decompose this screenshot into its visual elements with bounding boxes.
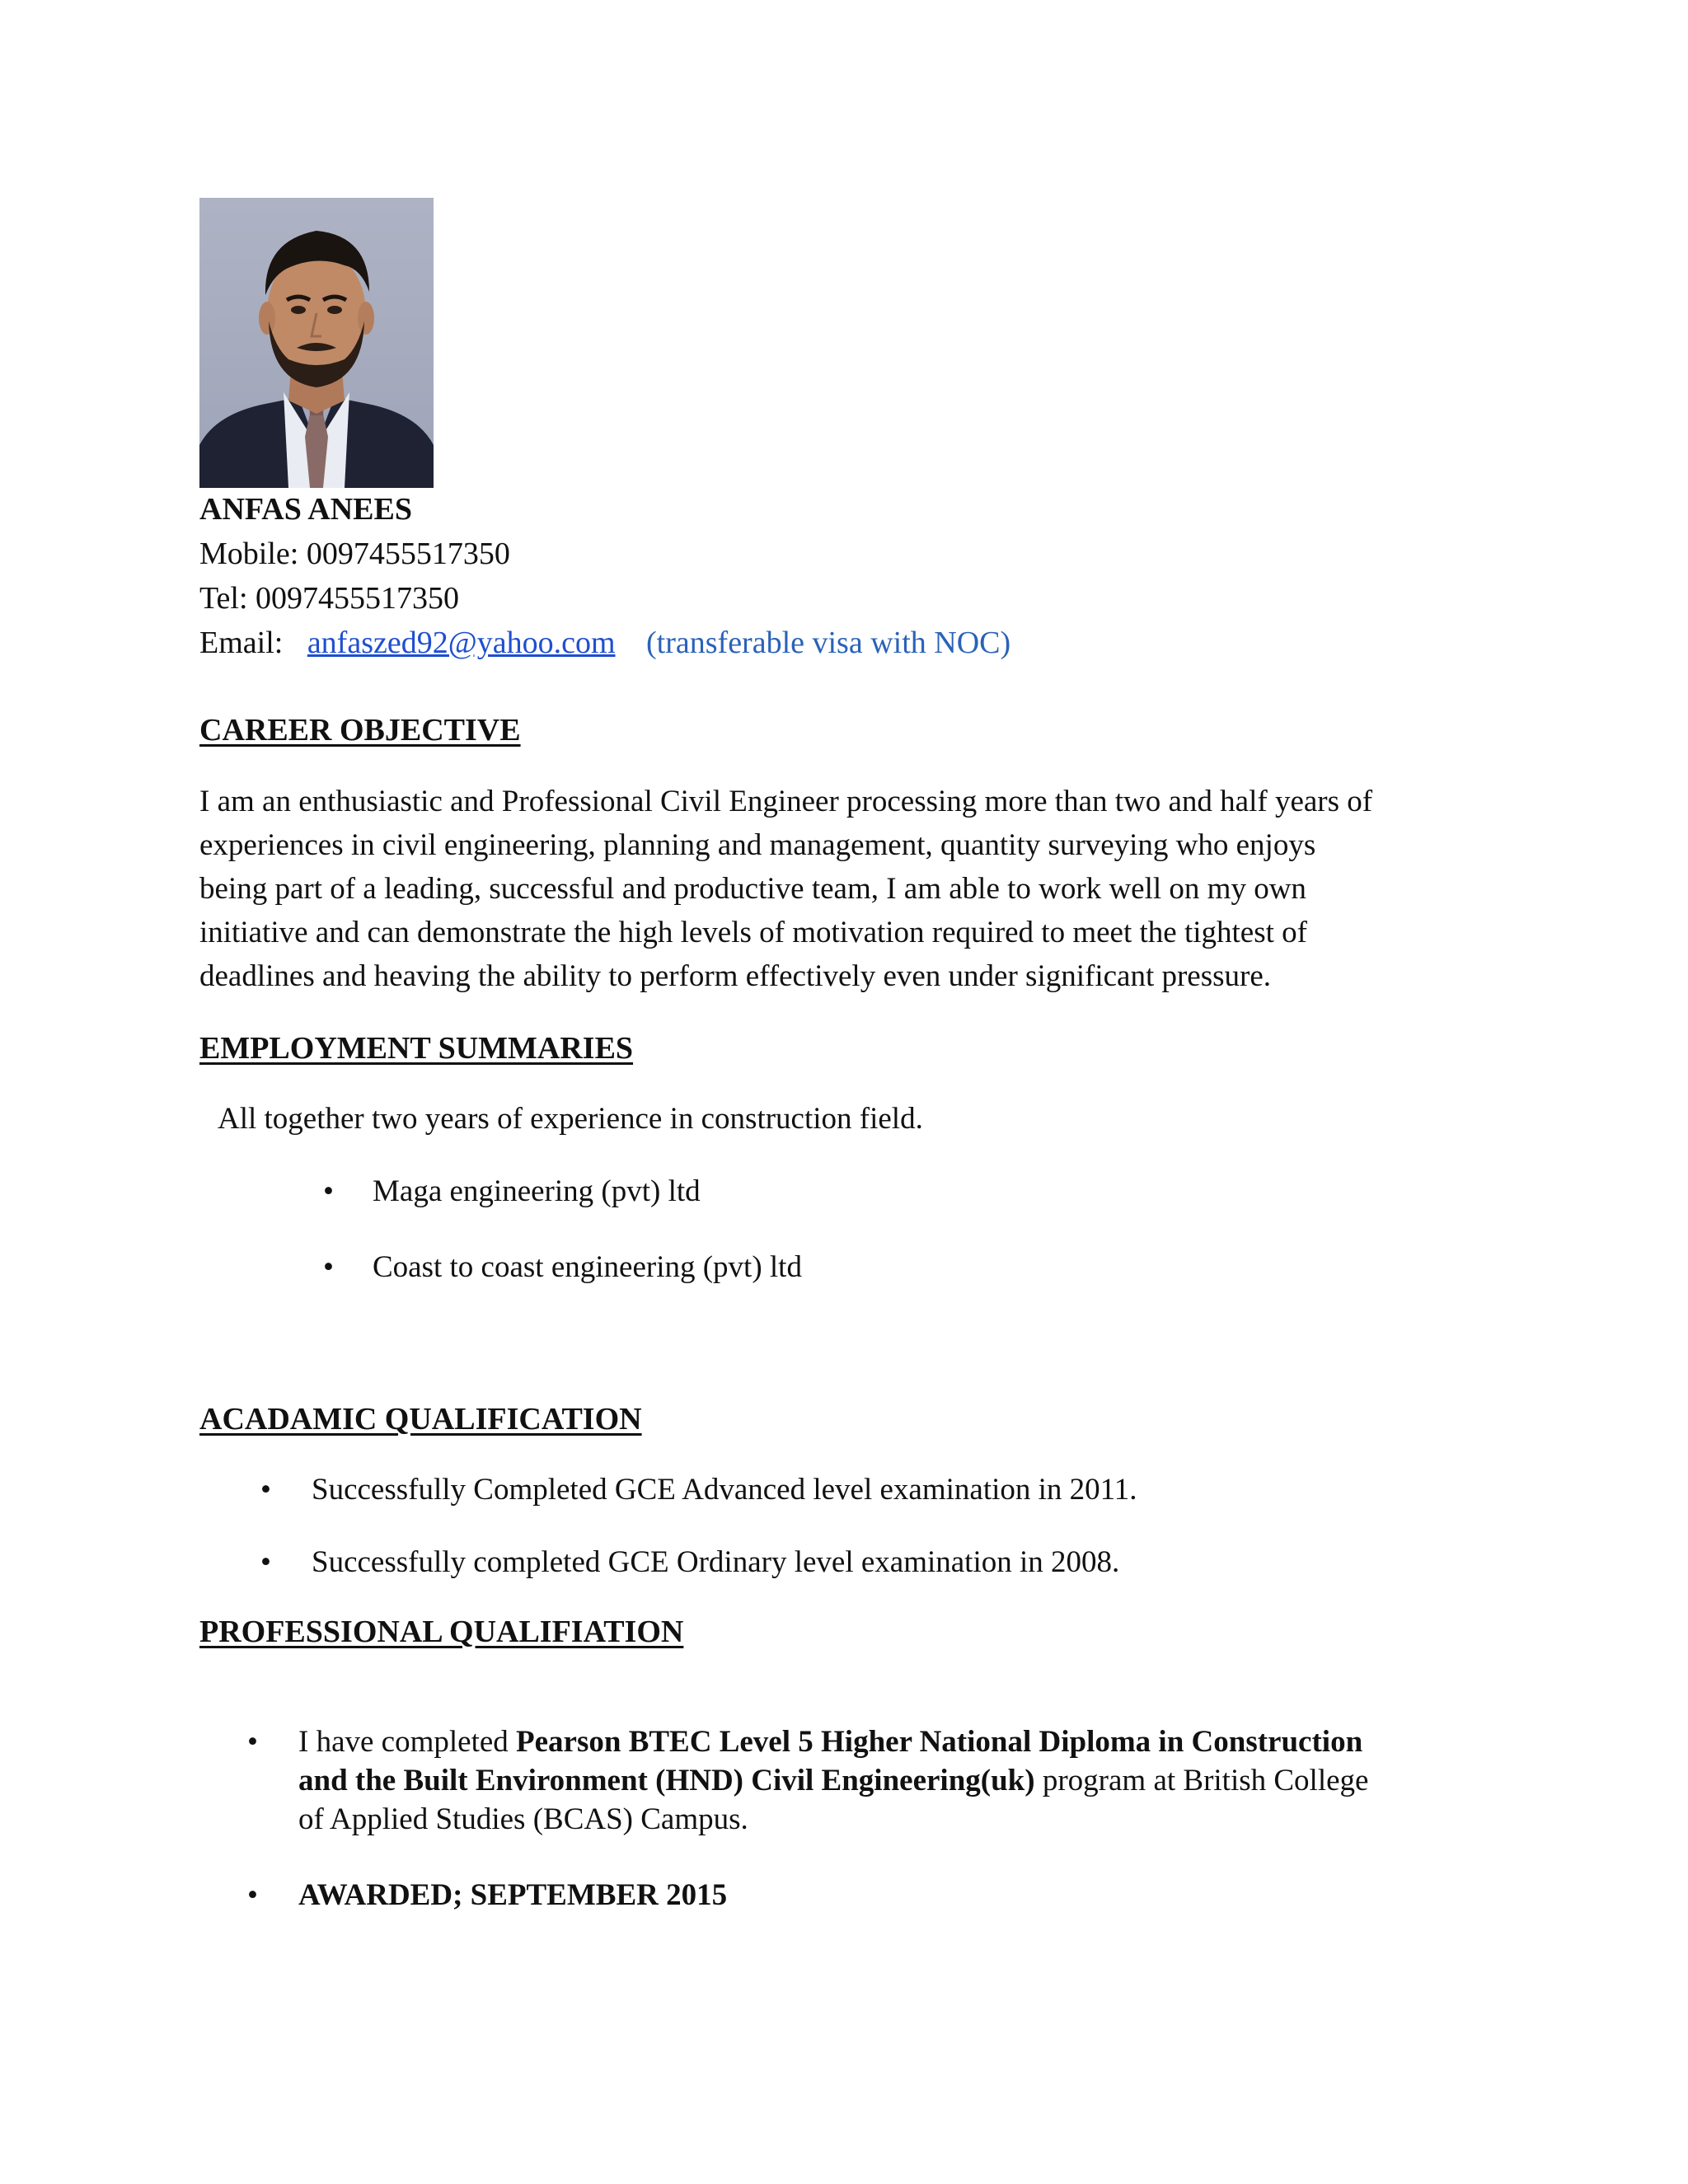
academic-heading: ACADAMIC QUALIFICATION — [199, 1402, 642, 1436]
employment-heading: EMPLOYMENT SUMMARIES — [199, 1031, 634, 1066]
telephone-number: Tel: 0097455517350 — [199, 581, 460, 616]
bullet-icon: • — [323, 1174, 334, 1208]
bullet-icon: • — [247, 1725, 258, 1759]
professional-heading: PROFESSIONAL QUALIFIATION — [199, 1615, 684, 1649]
career-objective-line: I am an enthusiastic and Professional Civil Engineer processing more than two and half years of — [199, 785, 1373, 818]
academic-item: Successfully Completed GCE Advanced level examination in 2011. — [312, 1473, 1137, 1507]
award-date: AWARDED; SEPTEMBER 2015 — [298, 1878, 728, 1912]
diploma-title-part1: Pearson BTEC Level 5 Higher National Diploma in Construction — [516, 1725, 1363, 1759]
email-line — [199, 625, 1010, 661]
email-label: Email: — [199, 626, 284, 660]
career-objective-line: initiative and can demonstrate the high levels of motivation required to meet the tightest of — [199, 916, 1307, 949]
profile-photo — [199, 198, 434, 488]
bullet-icon: • — [247, 1878, 258, 1912]
employer-item: Maga engineering (pvt) ltd — [373, 1174, 701, 1208]
candidate-name: ANFAS ANEES — [199, 492, 412, 527]
visa-note: (transferable visa with NOC) — [646, 626, 1011, 660]
professional-item-line — [298, 1761, 1493, 1800]
employer-item: Coast to coast engineering (pvt) ltd — [373, 1250, 802, 1284]
professional-item — [298, 1722, 1493, 1839]
career-objective-heading: CAREER OBJECTIVE — [199, 713, 521, 748]
academic-item: Successfully completed GCE Ordinary level examination in 2008. — [312, 1545, 1120, 1579]
bullet-icon: • — [260, 1545, 271, 1579]
professional-item-suffix: program at British College — [1034, 1764, 1369, 1797]
career-objective-line: experiences in civil engineering, planning and management, quantity surveying who enjoys — [199, 828, 1316, 862]
professional-item-line — [298, 1722, 1493, 1761]
professional-item-prefix: I have completed — [298, 1725, 517, 1759]
employment-intro: All together two years of experience in construction field. — [218, 1102, 923, 1136]
email-link[interactable]: anfaszed92@yahoo.com — [307, 626, 616, 660]
career-objective-line: being part of a leading, successful and productive team, I am able to work well on my own — [199, 872, 1306, 906]
bullet-icon: • — [260, 1473, 271, 1507]
bullet-icon: • — [323, 1250, 334, 1284]
mobile-number: Mobile: 0097455517350 — [199, 537, 510, 571]
diploma-title-part2: and the Built Environment (HND) Civil Engineering(uk) — [298, 1764, 1035, 1797]
professional-item-line: of Applied Studies (BCAS) Campus. — [298, 1802, 748, 1836]
career-objective-line: deadlines and heaving the ability to perform effectively even under significant pressure. — [199, 959, 1272, 993]
career-objective-text — [199, 780, 1485, 998]
